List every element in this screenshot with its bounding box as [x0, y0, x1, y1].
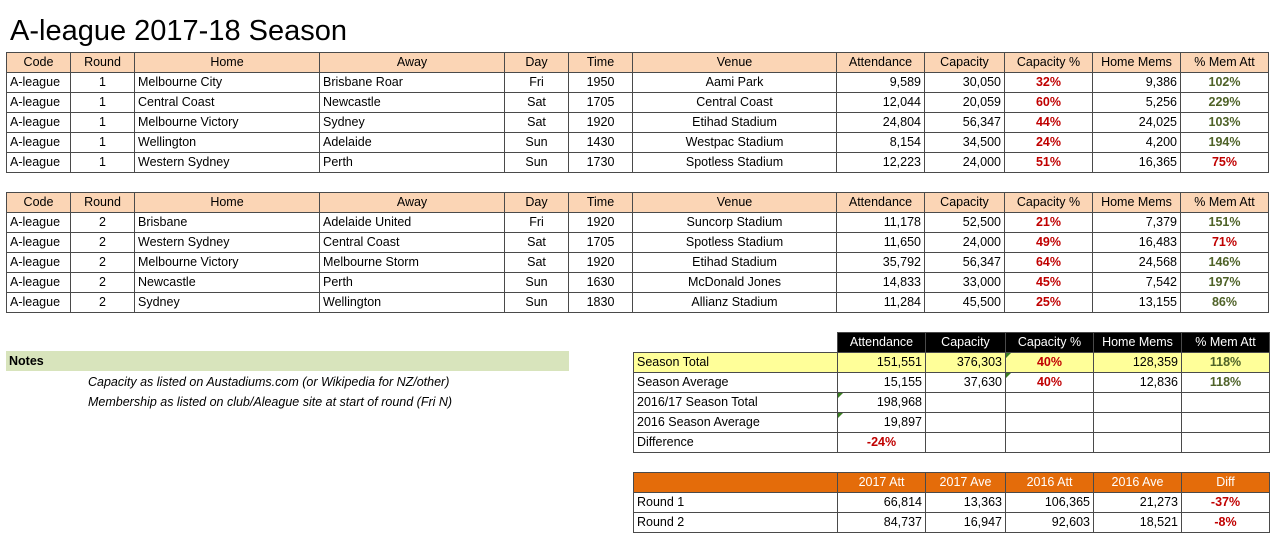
- header-home-mems: Home Mems: [1093, 193, 1181, 213]
- summary-cell-mem-att-pct: 118%: [1182, 353, 1270, 373]
- cell-round: 1: [71, 153, 135, 173]
- cell-capacity: 34,500: [925, 133, 1005, 153]
- cell-capacity: 52,500: [925, 213, 1005, 233]
- note-membership: Membership as listed on club/Aleague site at start of round (Fri N): [88, 395, 453, 409]
- header-venue: Venue: [633, 193, 837, 213]
- cell-home: Melbourne Victory: [135, 113, 320, 133]
- cell-venue: Etihad Stadium: [633, 253, 837, 273]
- cell-capacity-pct: 51%: [1005, 153, 1093, 173]
- cell-time: 1630: [569, 273, 633, 293]
- summary-cell-capacity: 376,303: [926, 353, 1006, 373]
- cell-mem-att-pct: 86%: [1181, 293, 1269, 313]
- summary-header-capacity: Capacity: [926, 333, 1006, 353]
- header-home-mems: Home Mems: [1093, 53, 1181, 73]
- cell-code: A-league: [7, 153, 71, 173]
- cell-time: 1920: [569, 213, 633, 233]
- cell-day: Sat: [505, 253, 569, 273]
- cell-home: Melbourne City: [135, 73, 320, 93]
- header-venue: Venue: [633, 53, 837, 73]
- summary-cell-attendance: 198,968: [838, 393, 926, 413]
- cell-home-mems: 9,386: [1093, 73, 1181, 93]
- summary-cell-capacity-pct: [1006, 393, 1094, 413]
- cell-capacity-pct: 21%: [1005, 213, 1093, 233]
- cell-mem-att-pct: 75%: [1181, 153, 1269, 173]
- summary-header-mem-att-pct: % Mem Att: [1182, 333, 1270, 353]
- cell-away: Melbourne Storm: [320, 253, 505, 273]
- cell-time: 1920: [569, 113, 633, 133]
- summary-cell-home-mems: [1094, 433, 1182, 453]
- cell-round: 1: [71, 133, 135, 153]
- summary-row: [634, 413, 1270, 433]
- summary-cell-capacity-pct: [1006, 413, 1094, 433]
- comparison-header-2016-att: 2016 Att: [1006, 473, 1094, 493]
- table-row: [7, 93, 1269, 113]
- table-row: [7, 273, 1269, 293]
- cell-away: Brisbane Roar: [320, 73, 505, 93]
- summary-cell-capacity: 37,630: [926, 373, 1006, 393]
- cell-attendance: 12,044: [837, 93, 925, 113]
- cell-venue: Spotless Stadium: [633, 233, 837, 253]
- cell-code: A-league: [7, 73, 71, 93]
- comparison-header-diff: Diff: [1182, 473, 1270, 493]
- cell-home-mems: 24,568: [1093, 253, 1181, 273]
- round-comparison-table: [633, 472, 1270, 533]
- summary-cell-mem-att-pct: [1182, 433, 1270, 453]
- comparison-header-2017-ave: 2017 Ave: [926, 473, 1006, 493]
- cell-time: 1950: [569, 73, 633, 93]
- cell-capacity: 24,000: [925, 153, 1005, 173]
- cell-home: Wellington: [135, 133, 320, 153]
- comparison-cell-2017-att: 84,737: [838, 513, 926, 533]
- cell-home: Melbourne Victory: [135, 253, 320, 273]
- table-row: [7, 233, 1269, 253]
- header-code: Code: [7, 193, 71, 213]
- header-time: Time: [569, 193, 633, 213]
- cell-mem-att-pct: 103%: [1181, 113, 1269, 133]
- summary-row: [634, 433, 1270, 453]
- table-row: [7, 113, 1269, 133]
- summary-cell-capacity: [926, 393, 1006, 413]
- header-row: [7, 53, 1269, 73]
- cell-capacity: 45,500: [925, 293, 1005, 313]
- header-day: Day: [505, 53, 569, 73]
- cell-round: 2: [71, 213, 135, 233]
- cell-day: Sat: [505, 113, 569, 133]
- cell-away: Perth: [320, 273, 505, 293]
- cell-attendance: 11,178: [837, 213, 925, 233]
- cell-day: Sat: [505, 93, 569, 113]
- cell-home: Brisbane: [135, 213, 320, 233]
- cell-venue: McDonald Jones: [633, 273, 837, 293]
- cell-code: A-league: [7, 213, 71, 233]
- cell-time: 1430: [569, 133, 633, 153]
- summary-cell-capacity-pct: [1006, 433, 1094, 453]
- summary-cell-attendance: -24%: [838, 433, 926, 453]
- season-summary-table: [633, 332, 1270, 453]
- comparison-header-row: [634, 473, 1270, 493]
- cell-attendance: 9,589: [837, 73, 925, 93]
- cell-capacity: 56,347: [925, 253, 1005, 273]
- cell-time: 1705: [569, 93, 633, 113]
- cell-mem-att-pct: 197%: [1181, 273, 1269, 293]
- cell-round: 1: [71, 73, 135, 93]
- cell-home: Western Sydney: [135, 233, 320, 253]
- comparison-cell-2017-ave: 16,947: [926, 513, 1006, 533]
- cell-round: 2: [71, 233, 135, 253]
- summary-cell-attendance: 151,551: [838, 353, 926, 373]
- summary-cell-capacity: [926, 433, 1006, 453]
- summary-row: [634, 373, 1270, 393]
- cell-away: Newcastle: [320, 93, 505, 113]
- cell-away: Central Coast: [320, 233, 505, 253]
- cell-capacity-pct: 44%: [1005, 113, 1093, 133]
- header-capacity-pct: Capacity %: [1005, 53, 1093, 73]
- cell-mem-att-pct: 194%: [1181, 133, 1269, 153]
- cell-round: 2: [71, 273, 135, 293]
- cell-attendance: 11,650: [837, 233, 925, 253]
- cell-code: A-league: [7, 113, 71, 133]
- cell-capacity: 30,050: [925, 73, 1005, 93]
- summary-header-home-mems: Home Mems: [1094, 333, 1182, 353]
- cell-venue: Suncorp Stadium: [633, 213, 837, 233]
- cell-attendance: 11,284: [837, 293, 925, 313]
- cell-capacity-pct: 25%: [1005, 293, 1093, 313]
- cell-round: 1: [71, 93, 135, 113]
- cell-away: Adelaide: [320, 133, 505, 153]
- cell-capacity: 20,059: [925, 93, 1005, 113]
- summary-cell-capacity: [926, 413, 1006, 433]
- cell-code: A-league: [7, 93, 71, 113]
- summary-header-row: [634, 333, 1270, 353]
- table-row: [7, 133, 1269, 153]
- table-row: [7, 73, 1269, 93]
- cell-home-mems: 7,379: [1093, 213, 1181, 233]
- cell-day: Sat: [505, 233, 569, 253]
- cell-code: A-league: [7, 233, 71, 253]
- cell-day: Sun: [505, 293, 569, 313]
- cell-capacity: 56,347: [925, 113, 1005, 133]
- cell-venue: Allianz Stadium: [633, 293, 837, 313]
- summary-header-blank: [634, 333, 838, 353]
- comparison-row-label: Round 2: [634, 513, 838, 533]
- cell-home: Newcastle: [135, 273, 320, 293]
- header-code: Code: [7, 53, 71, 73]
- cell-attendance: 8,154: [837, 133, 925, 153]
- table-row: [7, 293, 1269, 313]
- cell-venue: Aami Park: [633, 73, 837, 93]
- cell-day: Sun: [505, 273, 569, 293]
- cell-round: 2: [71, 293, 135, 313]
- header-away: Away: [320, 193, 505, 213]
- comparison-cell-2016-att: 92,603: [1006, 513, 1094, 533]
- cell-home-mems: 4,200: [1093, 133, 1181, 153]
- header-attendance: Attendance: [837, 53, 925, 73]
- summary-row: [634, 393, 1270, 413]
- cell-away: Perth: [320, 153, 505, 173]
- cell-code: A-league: [7, 133, 71, 153]
- header-away: Away: [320, 53, 505, 73]
- summary-cell-home-mems: 12,836: [1094, 373, 1182, 393]
- header-time: Time: [569, 53, 633, 73]
- cell-day: Fri: [505, 213, 569, 233]
- header-capacity: Capacity: [925, 53, 1005, 73]
- cell-capacity-pct: 24%: [1005, 133, 1093, 153]
- cell-mem-att-pct: 71%: [1181, 233, 1269, 253]
- comparison-row: [634, 493, 1270, 513]
- cell-home: Western Sydney: [135, 153, 320, 173]
- comparison-row-label: Round 1: [634, 493, 838, 513]
- summary-cell-mem-att-pct: [1182, 393, 1270, 413]
- table-row: [7, 213, 1269, 233]
- header-round: Round: [71, 193, 135, 213]
- summary-header-attendance: Attendance: [838, 333, 926, 353]
- cell-capacity-pct: 49%: [1005, 233, 1093, 253]
- cell-capacity-pct: 64%: [1005, 253, 1093, 273]
- comparison-cell-2016-att: 106,365: [1006, 493, 1094, 513]
- cell-attendance: 35,792: [837, 253, 925, 273]
- comparison-header-2017-att: 2017 Att: [838, 473, 926, 493]
- cell-away: Adelaide United: [320, 213, 505, 233]
- comparison-cell-2016-ave: 18,521: [1094, 513, 1182, 533]
- header-row: [7, 193, 1269, 213]
- summary-row: [634, 353, 1270, 373]
- cell-attendance: 14,833: [837, 273, 925, 293]
- cell-capacity: 33,000: [925, 273, 1005, 293]
- header-capacity-pct: Capacity %: [1005, 193, 1093, 213]
- cell-home: Sydney: [135, 293, 320, 313]
- header-mem-att-pct: % Mem Att: [1181, 193, 1269, 213]
- cell-code: A-league: [7, 293, 71, 313]
- comparison-cell-2017-att: 66,814: [838, 493, 926, 513]
- cell-mem-att-pct: 146%: [1181, 253, 1269, 273]
- cell-home-mems: 24,025: [1093, 113, 1181, 133]
- comparison-row: [634, 513, 1270, 533]
- round-2-table: [6, 192, 1269, 313]
- summary-cell-mem-att-pct: 118%: [1182, 373, 1270, 393]
- comparison-cell-2016-ave: 21,273: [1094, 493, 1182, 513]
- comparison-cell-2017-ave: 13,363: [926, 493, 1006, 513]
- cell-time: 1705: [569, 233, 633, 253]
- cell-mem-att-pct: 102%: [1181, 73, 1269, 93]
- comparison-cell-diff: -37%: [1182, 493, 1270, 513]
- cell-venue: Spotless Stadium: [633, 153, 837, 173]
- summary-cell-home-mems: [1094, 393, 1182, 413]
- summary-row-label: Difference: [634, 433, 838, 453]
- comparison-header-blank: [634, 473, 838, 493]
- note-capacity: Capacity as listed on Austadiums.com (or Wikipedia for NZ/other): [88, 375, 450, 389]
- cell-venue: Westpac Stadium: [633, 133, 837, 153]
- cell-attendance: 24,804: [837, 113, 925, 133]
- cell-home-mems: 5,256: [1093, 93, 1181, 113]
- comparison-cell-diff: -8%: [1182, 513, 1270, 533]
- cell-round: 1: [71, 113, 135, 133]
- summary-cell-capacity-pct: 40%: [1006, 353, 1094, 373]
- summary-row-label: Season Average: [634, 373, 838, 393]
- summary-row-label: 2016 Season Average: [634, 413, 838, 433]
- cell-away: Sydney: [320, 113, 505, 133]
- cell-code: A-league: [7, 253, 71, 273]
- round-1-table: [6, 52, 1269, 173]
- summary-row-label: Season Total: [634, 353, 838, 373]
- header-capacity: Capacity: [925, 193, 1005, 213]
- cell-mem-att-pct: 151%: [1181, 213, 1269, 233]
- summary-cell-mem-att-pct: [1182, 413, 1270, 433]
- sheet-title: A-league 2017-18 Season: [10, 15, 347, 47]
- table-row: [7, 153, 1269, 173]
- cell-code: A-league: [7, 273, 71, 293]
- cell-capacity-pct: 45%: [1005, 273, 1093, 293]
- cell-home-mems: 16,483: [1093, 233, 1181, 253]
- cell-time: 1730: [569, 153, 633, 173]
- cell-time: 1830: [569, 293, 633, 313]
- summary-cell-home-mems: [1094, 413, 1182, 433]
- cell-venue: Etihad Stadium: [633, 113, 837, 133]
- cell-home-mems: 13,155: [1093, 293, 1181, 313]
- cell-capacity-pct: 60%: [1005, 93, 1093, 113]
- cell-capacity: 24,000: [925, 233, 1005, 253]
- cell-home: Central Coast: [135, 93, 320, 113]
- cell-home-mems: 16,365: [1093, 153, 1181, 173]
- header-round: Round: [71, 53, 135, 73]
- cell-home-mems: 7,542: [1093, 273, 1181, 293]
- summary-cell-capacity-pct: 40%: [1006, 373, 1094, 393]
- notes-label: Notes: [6, 351, 569, 371]
- cell-capacity-pct: 32%: [1005, 73, 1093, 93]
- comparison-header-2016-ave: 2016 Ave: [1094, 473, 1182, 493]
- cell-day: Fri: [505, 73, 569, 93]
- header-home: Home: [135, 193, 320, 213]
- header-mem-att-pct: % Mem Att: [1181, 53, 1269, 73]
- cell-venue: Central Coast: [633, 93, 837, 113]
- summary-cell-attendance: 15,155: [838, 373, 926, 393]
- cell-mem-att-pct: 229%: [1181, 93, 1269, 113]
- header-home: Home: [135, 53, 320, 73]
- cell-round: 2: [71, 253, 135, 273]
- summary-row-label: 2016/17 Season Total: [634, 393, 838, 413]
- table-row: [7, 253, 1269, 273]
- cell-day: Sun: [505, 133, 569, 153]
- cell-attendance: 12,223: [837, 153, 925, 173]
- cell-away: Wellington: [320, 293, 505, 313]
- summary-cell-attendance: 19,897: [838, 413, 926, 433]
- cell-day: Sun: [505, 153, 569, 173]
- header-day: Day: [505, 193, 569, 213]
- summary-cell-home-mems: 128,359: [1094, 353, 1182, 373]
- header-attendance: Attendance: [837, 193, 925, 213]
- summary-header-capacity-pct: Capacity %: [1006, 333, 1094, 353]
- cell-time: 1920: [569, 253, 633, 273]
